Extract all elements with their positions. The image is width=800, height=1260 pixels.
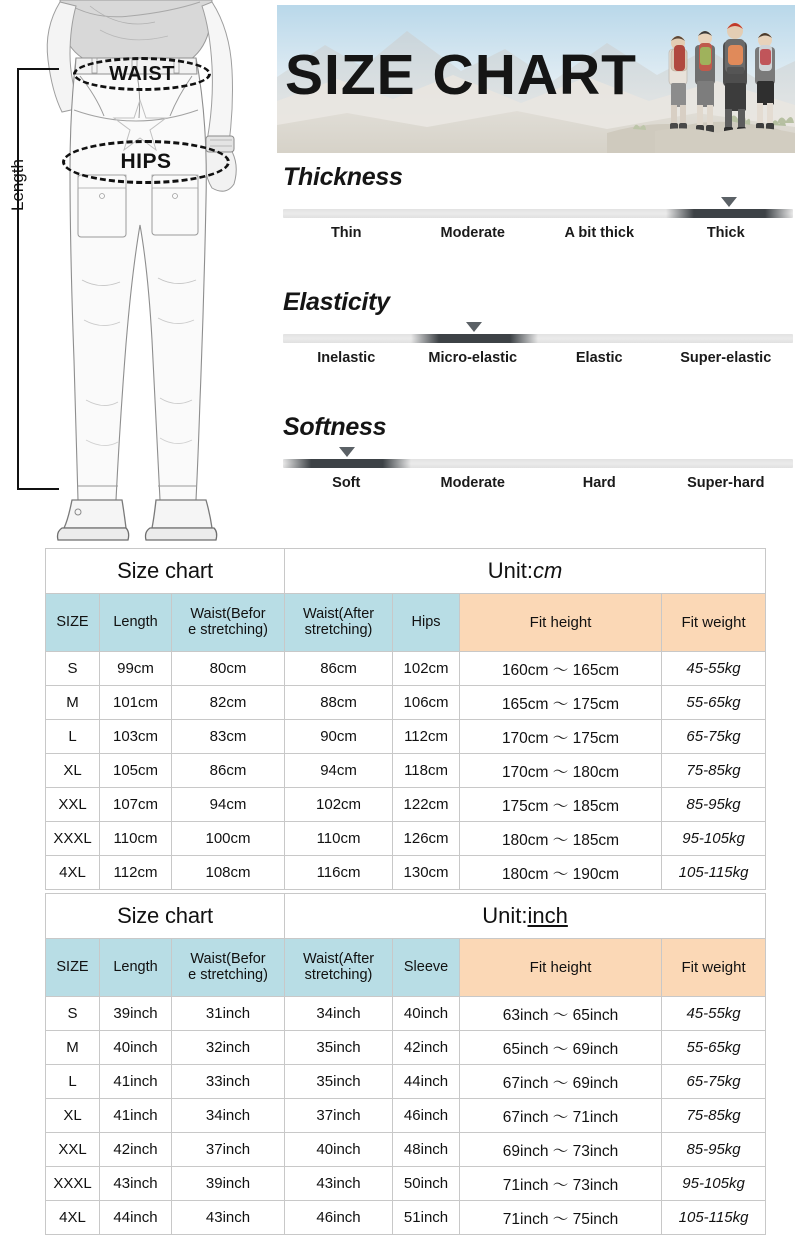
- pants-measurement-illustration: [0, 0, 272, 545]
- table-cm-title-row: [46, 549, 766, 594]
- cell-fit-height: 67inch ～ 71inch: [460, 1099, 662, 1133]
- waist-after-line1: Waist(After: [302, 950, 375, 967]
- cell-size: XL: [46, 754, 100, 788]
- cell-size: XL: [46, 1099, 100, 1133]
- elasticity-label-2: Elastic: [575, 350, 623, 366]
- cell-length: 107cm: [100, 788, 172, 822]
- cell-size: L: [46, 720, 100, 754]
- cell-waist-after: 43inch: [285, 1167, 393, 1201]
- col-header-sleeve: Sleeve: [393, 939, 460, 997]
- cell-fit-height: 175cm ～ 185cm: [460, 788, 662, 822]
- cell-fit-weight: 75-85kg: [662, 754, 766, 788]
- cell-waist-before: 86cm: [172, 754, 285, 788]
- col-header-hips: Hips: [393, 594, 460, 652]
- cell-size: 4XL: [46, 1201, 100, 1235]
- cell-waist-after: 35inch: [285, 1065, 393, 1099]
- table-row: [46, 1065, 766, 1099]
- waist-before-line1: Waist(Befor: [190, 605, 266, 622]
- cell-fit-weight: 85-95kg: [662, 1133, 766, 1167]
- table-row: [46, 1167, 766, 1201]
- cell-waist-before: 94cm: [172, 788, 285, 822]
- cell-fit-weight: 75-85kg: [662, 1099, 766, 1133]
- softness-scale-labels: [277, 475, 795, 491]
- cell-fit-weight: 85-95kg: [662, 788, 766, 822]
- cell-size: XXXL: [46, 1167, 100, 1201]
- attribute-softness-title: Softness: [283, 413, 387, 441]
- cell-size: 4XL: [46, 856, 100, 890]
- cell-fit-weight: 105-115kg: [662, 1201, 766, 1235]
- cell-fit-height: 69inch ～ 73inch: [460, 1133, 662, 1167]
- cell-waist-before: 82cm: [172, 686, 285, 720]
- elasticity-fill: [411, 334, 539, 343]
- table-cm-unit-prefix: Unit:: [487, 558, 533, 583]
- cell-fit-weight: 55-65kg: [662, 1031, 766, 1065]
- cell-waist-after: 88cm: [285, 686, 393, 720]
- cell-waist-before: 80cm: [172, 652, 285, 686]
- cell-waist-before: 37inch: [172, 1133, 285, 1167]
- cell-size: L: [46, 1065, 100, 1099]
- col-header-fit-weight: Fit weight: [662, 939, 766, 997]
- cell-fit-height: 71inch ～ 75inch: [460, 1201, 662, 1235]
- hikers-photo: [655, 5, 795, 153]
- size-chart-table-cm: [45, 548, 766, 890]
- cell-length: 103cm: [100, 720, 172, 754]
- cell-sleeve: 42inch: [393, 1031, 460, 1065]
- cell-length: 105cm: [100, 754, 172, 788]
- softness-label-0: Soft: [332, 475, 361, 491]
- cell-length: 40inch: [100, 1031, 172, 1065]
- table-row: [46, 822, 766, 856]
- cell-fit-height: 67inch ～ 69inch: [460, 1065, 662, 1099]
- cell-hips: 112cm: [393, 720, 460, 754]
- col-header-fit-weight: Fit weight: [662, 594, 766, 652]
- table-row: [46, 856, 766, 890]
- cell-hips: 106cm: [393, 686, 460, 720]
- cell-length: 101cm: [100, 686, 172, 720]
- cell-waist-before: 33inch: [172, 1065, 285, 1099]
- cell-waist-after: 86cm: [285, 652, 393, 686]
- col-header-fit-height: Fit height: [460, 939, 662, 997]
- elasticity-label-1: Micro-elastic: [428, 350, 518, 366]
- thickness-scale-bar: [277, 206, 795, 220]
- cell-fit-height: 170cm ～ 175cm: [460, 720, 662, 754]
- table-cm-unit-value: cm: [533, 558, 563, 583]
- cell-size: M: [46, 686, 100, 720]
- elasticity-label-3: Super-elastic: [680, 350, 772, 366]
- table-inch-title-row: [46, 894, 766, 939]
- waist-before-line1: Waist(Befor: [190, 950, 266, 967]
- table-cm-header-row: [46, 594, 766, 652]
- table-inch-unit-value: inch: [527, 903, 568, 928]
- cell-waist-before: 39inch: [172, 1167, 285, 1201]
- col-header-waist-after: [285, 594, 393, 652]
- cell-waist-after: 102cm: [285, 788, 393, 822]
- col-header-fit-height: Fit height: [460, 594, 662, 652]
- cell-waist-after: 34inch: [285, 997, 393, 1031]
- cell-length: 41inch: [100, 1065, 172, 1099]
- elasticity-marker-icon: [466, 322, 482, 332]
- cell-fit-height: 180cm ～ 190cm: [460, 856, 662, 890]
- cell-waist-after: 94cm: [285, 754, 393, 788]
- cell-size: S: [46, 997, 100, 1031]
- cell-fit-height: 165cm ～ 175cm: [460, 686, 662, 720]
- cell-size: S: [46, 652, 100, 686]
- table-cm-unit: [285, 549, 766, 594]
- col-header-length: Length: [100, 594, 172, 652]
- size-chart-banner: [277, 5, 795, 153]
- cell-size: XXXL: [46, 822, 100, 856]
- cell-waist-before: 31inch: [172, 997, 285, 1031]
- waist-after-line2: stretching): [304, 621, 373, 638]
- elasticity-track: [283, 334, 793, 343]
- length-measure-bracket: [17, 68, 59, 490]
- cell-fit-weight: 95-105kg: [662, 1167, 766, 1201]
- cell-waist-after: 37inch: [285, 1099, 393, 1133]
- cell-waist-after: 35inch: [285, 1031, 393, 1065]
- table-row: [46, 686, 766, 720]
- col-header-size: SIZE: [46, 594, 100, 652]
- cell-sleeve: 50inch: [393, 1167, 460, 1201]
- cell-waist-before: 34inch: [172, 1099, 285, 1133]
- cell-hips: 118cm: [393, 754, 460, 788]
- col-header-size: SIZE: [46, 939, 100, 997]
- cell-waist-after: 90cm: [285, 720, 393, 754]
- length-text: Length: [8, 159, 27, 211]
- cell-length: 41inch: [100, 1099, 172, 1133]
- waist-before-line2: e stretching): [188, 966, 268, 983]
- table-row: [46, 754, 766, 788]
- cell-waist-before: 32inch: [172, 1031, 285, 1065]
- cell-hips: 126cm: [393, 822, 460, 856]
- product-spec-section: [0, 0, 800, 545]
- thickness-marker-icon: [721, 197, 737, 207]
- softness-scale-bar: [277, 456, 795, 470]
- cell-hips: 122cm: [393, 788, 460, 822]
- cell-hips: 130cm: [393, 856, 460, 890]
- page-title: SIZE CHART: [285, 43, 637, 107]
- cell-waist-after: 40inch: [285, 1133, 393, 1167]
- cell-fit-height: 63inch ～ 65inch: [460, 997, 662, 1031]
- thickness-label-3: Thick: [706, 225, 745, 241]
- col-header-waist-before: [172, 939, 285, 997]
- cell-fit-height: 65inch ～ 69inch: [460, 1031, 662, 1065]
- cell-size: XXL: [46, 1133, 100, 1167]
- cell-length: 99cm: [100, 652, 172, 686]
- softness-label-2: Hard: [582, 475, 616, 491]
- thickness-label-1: Moderate: [440, 225, 505, 241]
- cell-waist-after: 46inch: [285, 1201, 393, 1235]
- col-header-waist-before: [172, 594, 285, 652]
- waist-after-line2: stretching): [304, 966, 373, 983]
- cell-fit-weight: 65-75kg: [662, 720, 766, 754]
- cell-fit-weight: 95-105kg: [662, 822, 766, 856]
- waist-after-line1: Waist(After: [302, 605, 375, 622]
- cell-fit-weight: 45-55kg: [662, 997, 766, 1031]
- cell-length: 42inch: [100, 1133, 172, 1167]
- attribute-elasticity-title: Elasticity: [283, 288, 390, 316]
- table-row: [46, 720, 766, 754]
- cell-waist-before: 100cm: [172, 822, 285, 856]
- softness-fill: [283, 459, 411, 468]
- cell-fit-weight: 105-115kg: [662, 856, 766, 890]
- waist-before-line2: e stretching): [188, 621, 268, 638]
- col-header-length: Length: [100, 939, 172, 997]
- table-row: [46, 997, 766, 1031]
- softness-label-1: Moderate: [440, 475, 505, 491]
- hips-measure-label: [62, 140, 230, 184]
- cell-hips: 102cm: [393, 652, 460, 686]
- table-row: [46, 788, 766, 822]
- table-inch-unit: [285, 894, 766, 939]
- table-row: [46, 1201, 766, 1235]
- cell-fit-weight: 45-55kg: [662, 652, 766, 686]
- table-inch-header-row: [46, 939, 766, 997]
- cell-sleeve: 48inch: [393, 1133, 460, 1167]
- cell-sleeve: 51inch: [393, 1201, 460, 1235]
- cell-sleeve: 40inch: [393, 997, 460, 1031]
- attribute-thickness: [277, 163, 795, 241]
- size-chart-table-inch: [45, 893, 766, 1235]
- thickness-label-0: Thin: [330, 225, 362, 241]
- cell-length: 110cm: [100, 822, 172, 856]
- cell-length: 44inch: [100, 1201, 172, 1235]
- waist-measure-label: [73, 57, 211, 91]
- cell-fit-height: 170cm ～ 180cm: [460, 754, 662, 788]
- table-cm-title: Size chart: [46, 549, 285, 594]
- thickness-scale-labels: [277, 225, 795, 241]
- cell-length: 112cm: [100, 856, 172, 890]
- attribute-softness: [277, 413, 795, 491]
- cell-size: XXL: [46, 788, 100, 822]
- cell-waist-before: 83cm: [172, 720, 285, 754]
- waist-text: WAIST: [109, 62, 175, 85]
- cell-length: 43inch: [100, 1167, 172, 1201]
- softness-label-3: Super-hard: [687, 475, 765, 491]
- softness-marker-icon: [339, 447, 355, 457]
- attribute-elasticity: [277, 288, 795, 366]
- cell-length: 39inch: [100, 997, 172, 1031]
- table-row: [46, 652, 766, 686]
- elasticity-label-0: Inelastic: [317, 350, 376, 366]
- table-row: [46, 1031, 766, 1065]
- cell-fit-height: 71inch ～ 73inch: [460, 1167, 662, 1201]
- cell-waist-after: 116cm: [285, 856, 393, 890]
- table-inch-title: Size chart: [46, 894, 285, 939]
- cell-fit-weight: 65-75kg: [662, 1065, 766, 1099]
- thickness-label-2: A bit thick: [564, 225, 635, 241]
- table-row: [46, 1133, 766, 1167]
- cell-fit-weight: 55-65kg: [662, 686, 766, 720]
- elasticity-scale-labels: [277, 350, 795, 366]
- cell-waist-after: 110cm: [285, 822, 393, 856]
- cell-sleeve: 44inch: [393, 1065, 460, 1099]
- elasticity-scale-bar: [277, 331, 795, 345]
- cell-waist-before: 43inch: [172, 1201, 285, 1235]
- cell-sleeve: 46inch: [393, 1099, 460, 1133]
- cell-fit-height: 180cm ～ 185cm: [460, 822, 662, 856]
- thickness-fill: [666, 209, 794, 218]
- cell-waist-before: 108cm: [172, 856, 285, 890]
- table-row: [46, 1099, 766, 1133]
- hips-text: HIPS: [120, 150, 172, 173]
- table-inch-unit-prefix: Unit:: [482, 903, 528, 928]
- col-header-waist-after: [285, 939, 393, 997]
- attribute-thickness-title: Thickness: [283, 163, 403, 191]
- cell-size: M: [46, 1031, 100, 1065]
- cell-fit-height: 160cm ～ 165cm: [460, 652, 662, 686]
